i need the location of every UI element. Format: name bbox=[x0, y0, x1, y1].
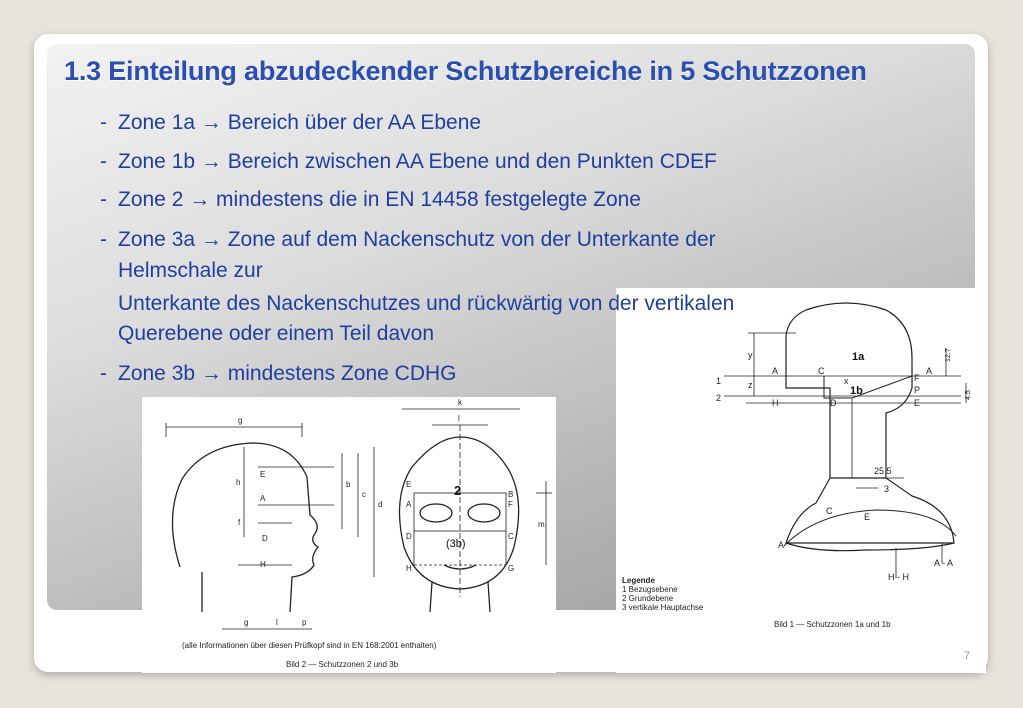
dim-g-label: g bbox=[238, 416, 243, 425]
dim-l-label: l bbox=[276, 618, 278, 627]
point-a-low-label: A bbox=[778, 540, 785, 550]
bullet-zone-3a-cont-2: Unterkante des Nackenschutzes und rückwärtig von der vertikalen bbox=[118, 292, 735, 315]
figure-1-caption: Bild 1 — Schutzzonen 1a und 1b bbox=[774, 620, 891, 629]
figure-2-caption: Bild 2 — Schutzzonen 2 und 3b bbox=[286, 660, 399, 669]
bullet-zone-3a: - Zone 3a → Zone auf dem Nackenschutz von der Unterkante der bbox=[100, 228, 716, 251]
figure-1-panel bbox=[616, 288, 986, 673]
figure-2-drawing bbox=[142, 397, 556, 673]
dim-m-label: m bbox=[538, 520, 545, 529]
figure-1-drawing bbox=[616, 288, 986, 673]
point-c-low-label: C bbox=[826, 506, 833, 516]
point-a-right-label: A bbox=[926, 366, 933, 376]
dim-25-label: 25.5 bbox=[874, 466, 892, 476]
point-d-front-label: D bbox=[406, 532, 412, 541]
point-f-front-label: F bbox=[508, 500, 513, 509]
dim-12-label: 12.7 bbox=[945, 348, 952, 362]
zone-2-label: 2 bbox=[454, 483, 462, 498]
point-f-label: F bbox=[914, 373, 920, 383]
figure-2-note: (alle Informationen über diesen Prüfkopf sind in EN 168:2001 enthalten) bbox=[182, 641, 437, 650]
point-c-front-label: C bbox=[508, 532, 514, 541]
bullet-zone-3b: - Zone 3b → mindestens Zone CDHG bbox=[100, 362, 457, 385]
figure-1-legend bbox=[622, 576, 703, 612]
point-b-front-label: B bbox=[508, 490, 514, 499]
point-a-label: A bbox=[772, 366, 779, 376]
point-g-front-label: G bbox=[508, 564, 515, 573]
section-aa-label: A - A bbox=[934, 558, 954, 568]
zone-1a-label: 1a bbox=[852, 351, 865, 363]
point-e-label: E bbox=[260, 470, 266, 479]
bullet-zone-3a-cont-1: Helmschale zur bbox=[118, 259, 263, 282]
point-p-label: P bbox=[914, 385, 921, 395]
point-h-front-label: H bbox=[406, 564, 412, 573]
point-e-label: E bbox=[914, 398, 921, 408]
dim-h-label: h bbox=[236, 478, 241, 487]
page-number: 7 bbox=[964, 650, 971, 662]
point-h-label: H bbox=[772, 398, 779, 408]
dim-p-label: p bbox=[302, 618, 307, 627]
dim-g-bottom-label: g bbox=[244, 618, 249, 627]
point-a-front-label: A bbox=[406, 500, 412, 509]
legend-title: Legende bbox=[622, 576, 655, 585]
dim-f-label: f bbox=[238, 518, 241, 527]
section-hh-label: H - H bbox=[888, 572, 909, 582]
bullet-zone-2: - Zone 2 → mindestens die in EN 14458 festgelegte Zone bbox=[100, 188, 641, 211]
dim-k-label: k bbox=[458, 398, 462, 407]
bullet-zone-1a: - Zone 1a → Bereich über der AA Ebene bbox=[100, 111, 482, 134]
point-d-label: D bbox=[830, 398, 837, 408]
point-h-label: H bbox=[260, 560, 266, 569]
dim-l-front-label: l bbox=[458, 414, 460, 423]
bullet-zone-3a-cont-3: Querebene oder einem Teil davon bbox=[118, 322, 434, 345]
dim-b-label: b bbox=[346, 480, 351, 489]
axis-z-label: z bbox=[748, 380, 753, 390]
dim-c-label: c bbox=[362, 490, 366, 499]
legend-item: 3 vertikale Hauptachse bbox=[622, 603, 704, 612]
point-a-label: A bbox=[260, 494, 266, 503]
point-c-label: C bbox=[818, 366, 825, 376]
dim-4-label: 4.5 bbox=[965, 390, 972, 400]
axis-y-label: y bbox=[748, 350, 753, 360]
point-d-label: D bbox=[262, 534, 268, 543]
ref-3-label: 3 bbox=[884, 484, 890, 494]
zone-3b-label: (3b) bbox=[446, 538, 466, 550]
figure-2-panel bbox=[142, 397, 556, 673]
point-e-front-label: E bbox=[406, 480, 412, 489]
slide-title: 1.3 Einteilung abzudeckender Schutzbereiche in 5 Schutzzonen bbox=[64, 56, 867, 86]
ref-1-label: 1 bbox=[716, 376, 722, 386]
point-e-low-label: E bbox=[864, 512, 871, 522]
bullet-zone-1b: - Zone 1b → Bereich zwischen AA Ebene und den Punkten CDEF bbox=[100, 150, 717, 173]
ref-2-label: 2 bbox=[716, 393, 722, 403]
dim-d-label: d bbox=[378, 500, 383, 509]
zone-1b-label: 1b bbox=[850, 385, 863, 397]
legend-item: 2 Grundebene bbox=[622, 594, 674, 603]
axis-x-label: x bbox=[844, 376, 849, 386]
legend-item: 1 Bezugsebene bbox=[622, 585, 678, 594]
